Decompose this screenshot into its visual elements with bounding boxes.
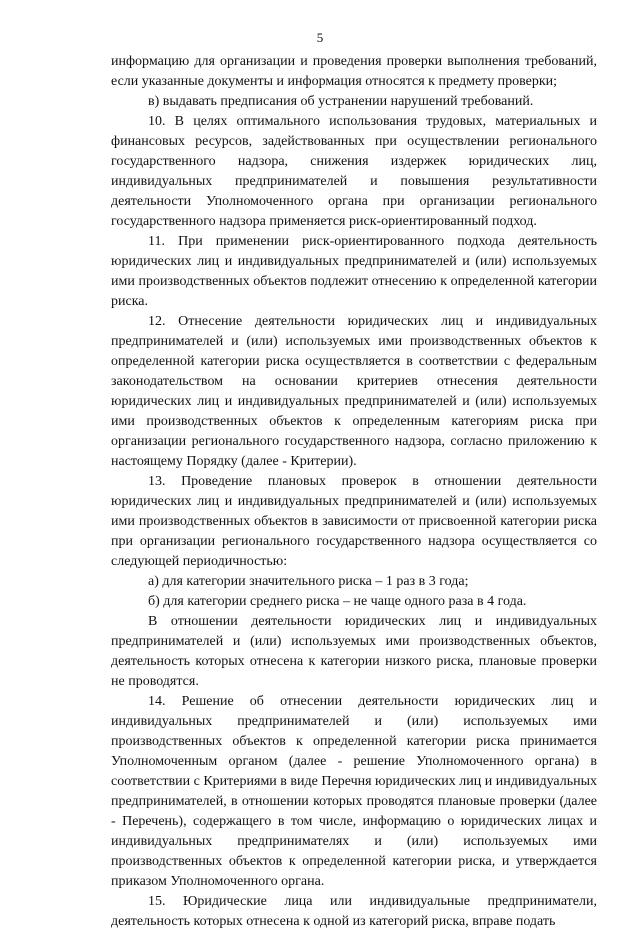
paragraph-10: 10. В целях оптимального использования трудовых, материальных и финансовых ресурсов, задействованных при осуществлении регионального государственного надзора, снижения издержек юридических лиц, индивидуальных предпринимателей и повышения результативности деятельности Уполномоченного органа при организации регионального государственного надзора применяется риск-ориентированный подход. (111, 114, 597, 229)
paragraph-13: 13. Проведение плановых проверок в отношении деятельности юридических лиц и индивидуальных предпринимателей и (или) используемых ими производственных объектов в зависимости от присвоенной категории риска при организации регионального государственного надзора осуществляется со следующей периодичностью: (111, 474, 597, 569)
document-body (111, 52, 597, 932)
paragraph-14: 14. Решение об отнесении деятельности юридических лиц и индивидуальных предпринимателей и (или) используемых ими производственных объектов к определенной категории риска принимается Уполномоченным органом (далее - решение Уполномоченного органа) в соответствии с Критериями в виде Перечня юридических лиц и индивидуальных предпринимателей, в отношении которых проводятся плановые проверки (далее - Перечень), содержащего в том числе, информацию о юридических лицах и индивидуальных предпринимателях и (или) используемых ими производственных объектов к определенной категории риска, и утверждается приказом Уполномоченного органа. (111, 694, 597, 889)
paragraph-continuation: информацию для организации и проведения проверки выполнения требований, если указанные документы и информация относятся к предмету проверки; (111, 54, 597, 89)
paragraph-12: 12. Отнесение деятельности юридических лиц и индивидуальных предпринимателей и (или) используемых ими производственных объектов к определенной категории риска осуществляется в соответствии с федеральным законодательством на основании критериев отнесения деятельности юридических лиц и индивидуальных предпринимателей и (или) используемых ими производственных объектов к определенным категориям риска при организации регионального государственного надзора, согласно приложению к настоящему Порядку (далее - Критерии). (111, 314, 597, 469)
paragraph-13-item-a: а) для категории значительного риска – 1 раз в 3 года; (148, 574, 469, 589)
paragraph-11: 11. При применении риск-ориентированного подхода деятельность юридических лиц и индивидуальных предпринимателей и (или) используемых ими производственных объектов подлежит отнесению к определенной категории риска. (111, 234, 597, 309)
paragraph-item-v: в) выдавать предписания об устранении нарушений требований. (148, 94, 534, 109)
paragraph-13-item-b: б) для категории среднего риска – не чаще одного раза в 4 года. (148, 594, 527, 609)
paragraph-15: 15. Юридические лица или индивидуальные предприниматели, деятельность которых отнесена к одной из категорий риска, вправе подать (111, 894, 597, 929)
page-number: 5 (316, 30, 324, 45)
paragraph-13-low-risk: В отношении деятельности юридических лиц и индивидуальных предпринимателей и (или) используемых ими производственных объектов, деятельность которых отнесена к категории низкого риска, плановые проверки не проводятся. (111, 614, 597, 689)
